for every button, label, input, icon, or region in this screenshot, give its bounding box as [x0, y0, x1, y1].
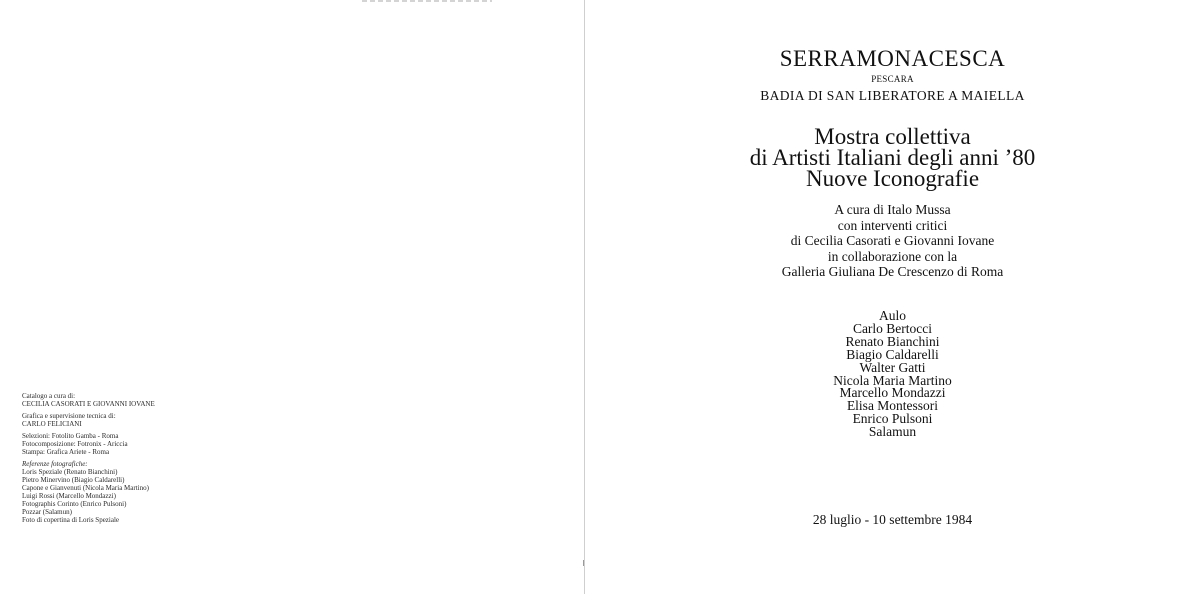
typesetting-credit: Fotocomposizione: Fotronix - Ariccia [22, 440, 128, 448]
artist-name: Aulo [879, 308, 906, 323]
curation-line: con interventi critici [837, 217, 948, 233]
exhibition-title-line: Mostra collettiva [814, 124, 971, 149]
curation-line: Galleria Giuliana De Crescenzo di Roma [781, 264, 1004, 279]
exhibition-title-line: Nuove Iconografie [805, 166, 980, 191]
exhibition-title [585, 126, 1200, 189]
photo-refs-label: Referenze fotografiche: [22, 460, 88, 468]
abbey-name: BADIA DI SAN LIBERATORE A MAIELLA [760, 88, 1025, 103]
curation-block [585, 202, 1200, 280]
photo-ref-item: Foto di copertina di Loris Speziale [22, 516, 120, 524]
graphics-label: Grafica e supervisione tecnica di: [22, 412, 116, 420]
left-page [0, 0, 584, 594]
artist-list [585, 310, 1200, 439]
province-subtitle: PESCARA [871, 74, 914, 84]
photo-ref-item: Loris Speziale (Renato Bianchini) [22, 468, 118, 476]
artist-name: Marcello Mondazzi [839, 385, 946, 401]
right-page [585, 0, 1200, 594]
catalog-label: Catalogo a cura di: [22, 392, 76, 400]
photo-ref-item: Luigi Rossi (Marcello Mondazzi) [22, 492, 116, 500]
curation-line: di Cecilia Casorati e Giovanni Iovane [790, 233, 995, 248]
artist-name: Carlo Bertocci [852, 320, 933, 336]
artist-name: Elisa Montessori [846, 398, 939, 414]
exhibition-dates: 28 luglio - 10 settembre 1984 [812, 512, 973, 527]
photo-ref-item: Fotographis Corinto (Enrico Pulsoni) [22, 500, 127, 508]
fold-mark [583, 560, 584, 566]
curation-line: in collaborazione con la [827, 248, 958, 264]
artist-name: Renato Bianchini [845, 333, 940, 349]
printing-credit: Stampa: Grafica Ariete - Roma [22, 448, 110, 456]
graphics-name: CARLO FELICIANI [22, 420, 82, 428]
artist-name: Biagio Caldarelli [846, 346, 939, 362]
catalog-names: CECILIA CASORATI E GIOVANNI IOVANE [22, 400, 155, 408]
selection-credit: Selezioni: Fotolito Gamba - Roma [22, 432, 119, 440]
exhibition-title-line: di Artisti Italiani degli anni ’80 [749, 145, 1036, 170]
artist-name: Walter Gatti [859, 359, 926, 375]
artist-name: Enrico Pulsoni [852, 411, 933, 427]
artist-name: Nicola Maria Martino [833, 372, 952, 388]
location-title: SERRAMONACESCA [779, 46, 1006, 71]
photo-ref-item: Pozzar (Salamun) [22, 508, 72, 516]
page-edge-mark [362, 0, 492, 2]
photo-ref-item: Capone e Gianvenuti (Nicola Maria Martino) [22, 484, 149, 492]
curation-line: A cura di Italo Mussa [834, 202, 951, 217]
colophon-credits [22, 392, 322, 524]
photo-ref-item: Pietro Minervino (Biagio Caldarelli) [22, 476, 125, 484]
artist-name: Salamun [868, 424, 917, 440]
